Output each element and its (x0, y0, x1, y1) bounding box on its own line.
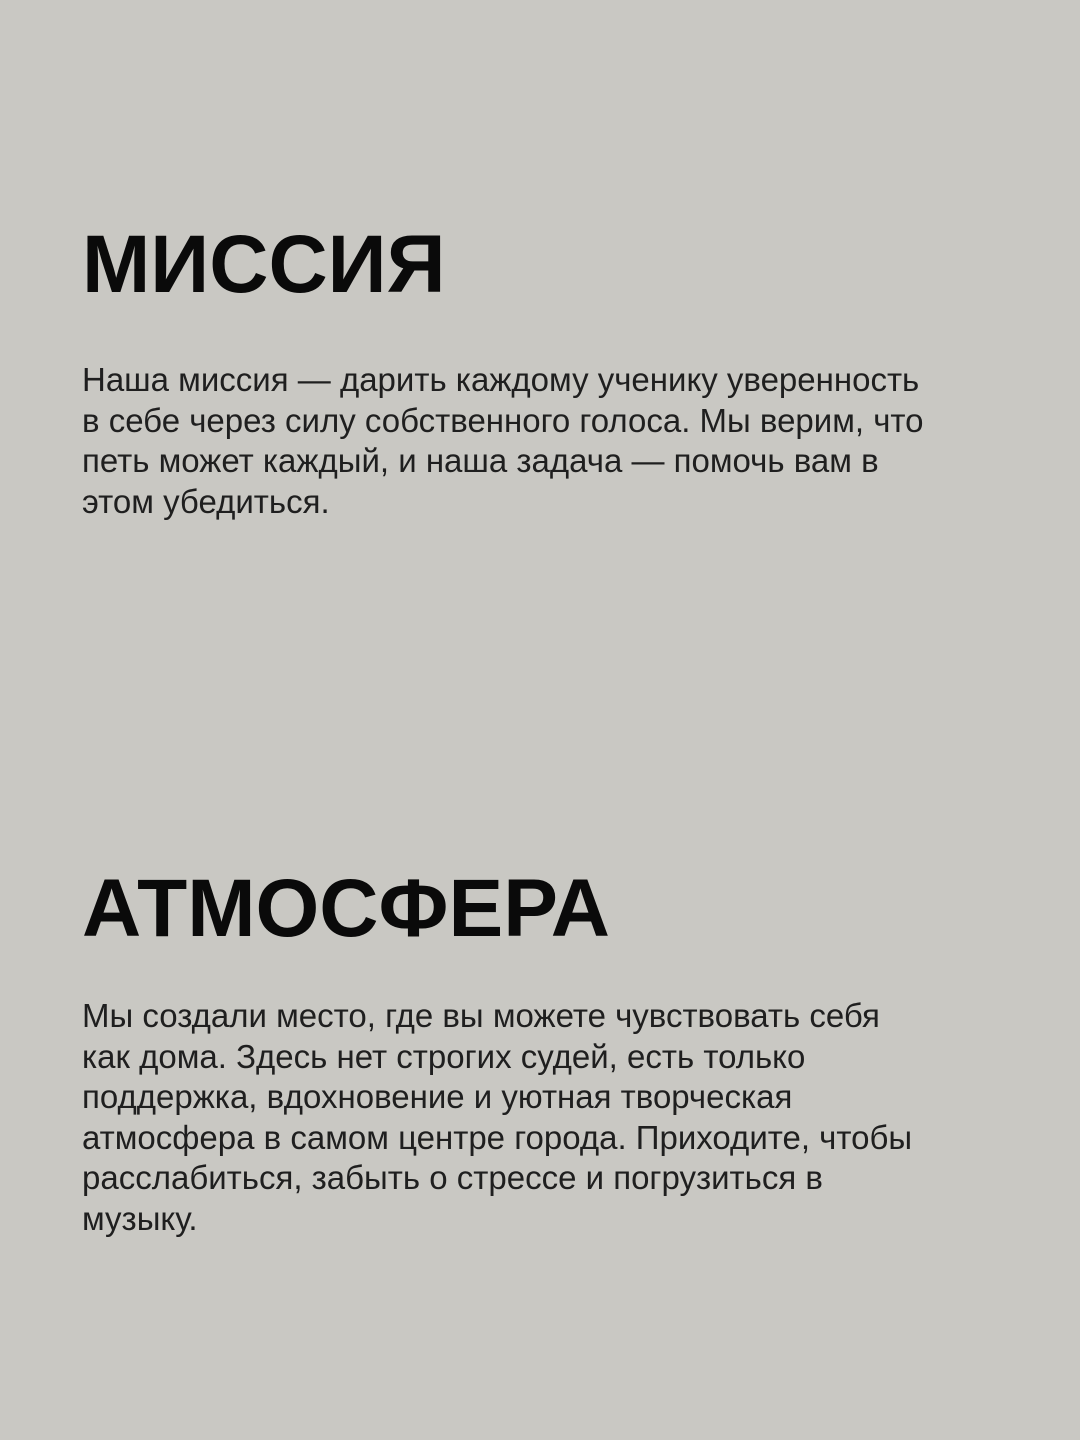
atmosphere-text-line: как дома. Здесь нет строгих судей, есть только (82, 1037, 806, 1075)
mission-text-line: этом убедиться. (82, 482, 330, 520)
atmosphere-heading: АТМОСФЕРА (82, 863, 610, 954)
atmosphere-section (82, 862, 1012, 1239)
mission-text-line: петь может каждый, и наша задача — помочь вам в (82, 442, 879, 479)
mission-heading: МИССИЯ (82, 219, 446, 310)
mission-text-line: в себе через силу собственного голоса. Мы верим, что (82, 401, 924, 439)
atmosphere-text-line: музыку. (82, 1199, 198, 1237)
atmosphere-text-line: поддержка, вдохновение и уютная творческая (82, 1078, 793, 1115)
atmosphere-text-line: атмосфера в самом центре города. Приходите, чтобы (82, 1118, 913, 1156)
atmosphere-text-line: Мы создали место, где вы можете чувствовать себя (82, 997, 880, 1034)
atmosphere-text (82, 996, 1012, 1239)
mission-text (82, 360, 1012, 522)
mission-text-line: Наша миссия — дарить каждому ученику уверенность (82, 361, 920, 398)
mission-section (82, 218, 1012, 522)
atmosphere-text-line: расслабиться, забыть о стрессе и погрузиться в (82, 1159, 823, 1196)
